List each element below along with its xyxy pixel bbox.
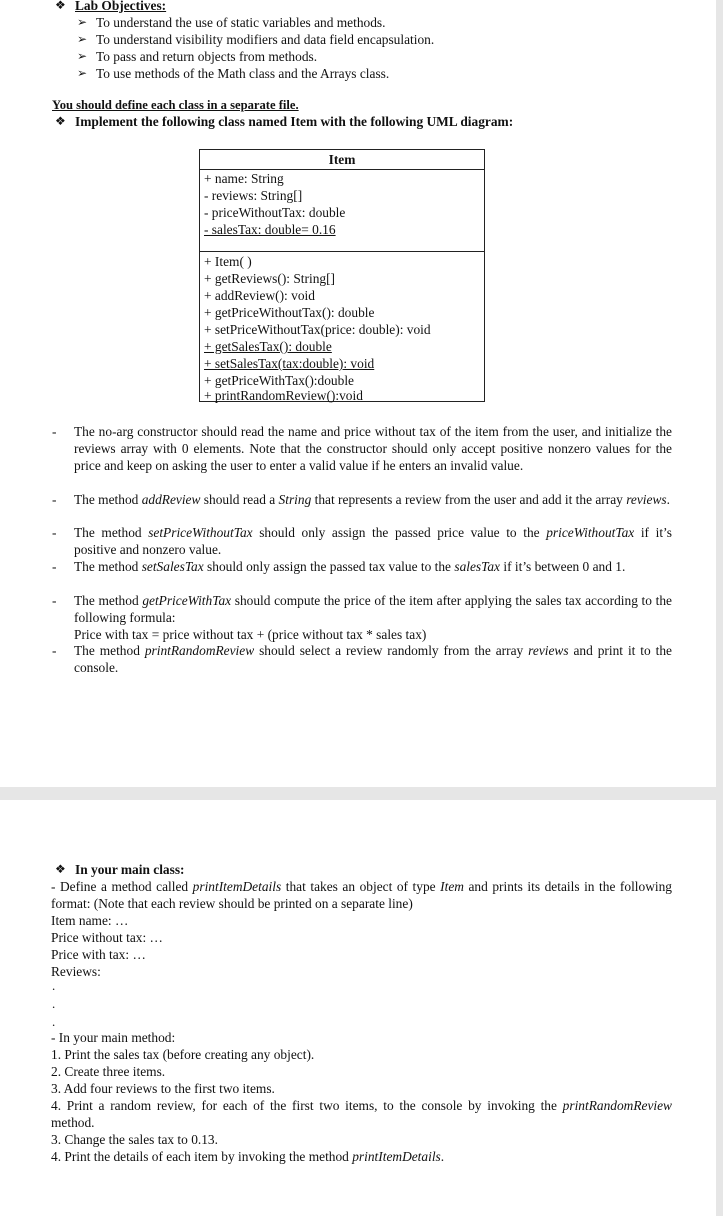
- arrow-bullet-icon: ➢: [77, 32, 88, 46]
- dash-bullet: -: [52, 643, 57, 658]
- separate-file-note: You should define each class in a separate file.: [52, 98, 299, 112]
- main-step: 2. Create three items.: [51, 1064, 166, 1079]
- objectives-title: Lab Objectives:: [75, 0, 167, 13]
- uml-method: + getPriceWithoutTax(): double: [204, 305, 375, 320]
- review-dot: .: [52, 978, 56, 993]
- main-step: 3. Change the sales tax to 0.13.: [51, 1132, 218, 1147]
- uml-attribute: + name: String: [204, 171, 284, 186]
- format-line: Item name: …: [51, 913, 129, 928]
- requirement-set-sales-tax: The method setSalesTax should only assign the passed tax value to the salesTax if it’s between 0 and 1.: [74, 559, 626, 574]
- uml-method-static: + setSalesTax(tax:double): void: [204, 356, 375, 371]
- uml-attribute-static: - salesTax: double= 0.16: [204, 222, 336, 237]
- requirement-print-random-review: The method printRandomReview should select a review randomly from the array reviews and print it to the console.: [74, 643, 672, 675]
- uml-method: + setPriceWithoutTax(price: double): void: [204, 322, 431, 337]
- uml-method: + addReview(): void: [204, 288, 315, 303]
- diamond-bullet-icon: ❖: [55, 0, 66, 12]
- uml-class-diagram: [199, 149, 485, 402]
- implement-heading: Implement the following class named Item with the following UML diagram:: [75, 114, 514, 129]
- main-step-random-review: 4. Print a random review, for each of the first two items, to the console by invoking the printRandomReview method.: [51, 1098, 672, 1130]
- requirement-constructor: The no-arg constructor should read the name and price without tax of the item from the user, and initialize the reviews array with 0 elements. Note that the constructor should only accept positive nonzero values for the price and keep on asking the user to enter a valid value if he enters an invalid value.: [74, 424, 672, 473]
- uml-method: + getPriceWithTax():double: [204, 373, 354, 388]
- review-dot: .: [52, 996, 56, 1011]
- uml-divider: [200, 251, 484, 252]
- requirement-get-price-with-tax: The method getPriceWithTax should compute the price of the item after applying the sales tax according to the following formula:: [74, 593, 672, 625]
- objective-item: To understand the use of static variables and methods.: [96, 15, 386, 30]
- dash-bullet: -: [52, 424, 57, 439]
- uml-attribute: - priceWithoutTax: double: [204, 205, 346, 220]
- diamond-bullet-icon: ❖: [55, 862, 66, 876]
- dash-bullet: -: [52, 593, 57, 608]
- dash-bullet: -: [52, 559, 57, 574]
- dash-bullet: -: [52, 492, 57, 507]
- uml-attribute: - reviews: String[]: [204, 188, 303, 203]
- requirement-set-price: The method setPriceWithoutTax should only assign the passed price value to the priceWithoutTax if it’s positive and nonzero value.: [74, 525, 672, 557]
- main-class-heading: In your main class:: [75, 862, 185, 877]
- uml-method-static: + getSalesTax(): double: [204, 339, 332, 354]
- format-line: Reviews:: [51, 964, 101, 979]
- define-print-item-details: - Define a method called printItemDetails that takes an object of type Item and prints its details in the following format: (Note that each review should be printed on a separate line): [51, 879, 672, 911]
- objective-item: To understand visibility modifiers and data field encapsulation.: [96, 32, 435, 47]
- arrow-bullet-icon: ➢: [77, 49, 88, 63]
- uml-class-name: Item: [328, 152, 356, 167]
- objective-item: To pass and return objects from methods.: [96, 49, 318, 64]
- format-line: Price without tax: …: [51, 930, 163, 945]
- requirement-add-review: The method addReview should read a String that represents a review from the user and add it the array reviews.: [74, 492, 670, 507]
- diamond-bullet-icon: ❖: [55, 114, 66, 128]
- uml-method: + Item( ): [204, 254, 252, 269]
- price-formula: Price with tax = price without tax + (price without tax * sales tax): [74, 627, 427, 642]
- main-step-print-details: 4. Print the details of each item by invoking the method printItemDetails.: [51, 1149, 445, 1164]
- main-method-heading: - In your main method:: [51, 1030, 176, 1045]
- format-line: Price with tax: …: [51, 947, 146, 962]
- dash-bullet: -: [52, 525, 57, 540]
- uml-method: + getReviews(): String[]: [204, 271, 336, 286]
- document-page-2: [0, 800, 716, 1216]
- objective-item: To use methods of the Math class and the Arrays class.: [96, 66, 390, 81]
- arrow-bullet-icon: ➢: [77, 15, 88, 29]
- uml-method: + printRandomReview():void: [204, 388, 363, 403]
- main-step: 3. Add four reviews to the first two items.: [51, 1081, 275, 1096]
- main-step: 1. Print the sales tax (before creating any object).: [51, 1047, 315, 1062]
- arrow-bullet-icon: ➢: [77, 66, 88, 80]
- review-dot: .: [52, 1014, 56, 1029]
